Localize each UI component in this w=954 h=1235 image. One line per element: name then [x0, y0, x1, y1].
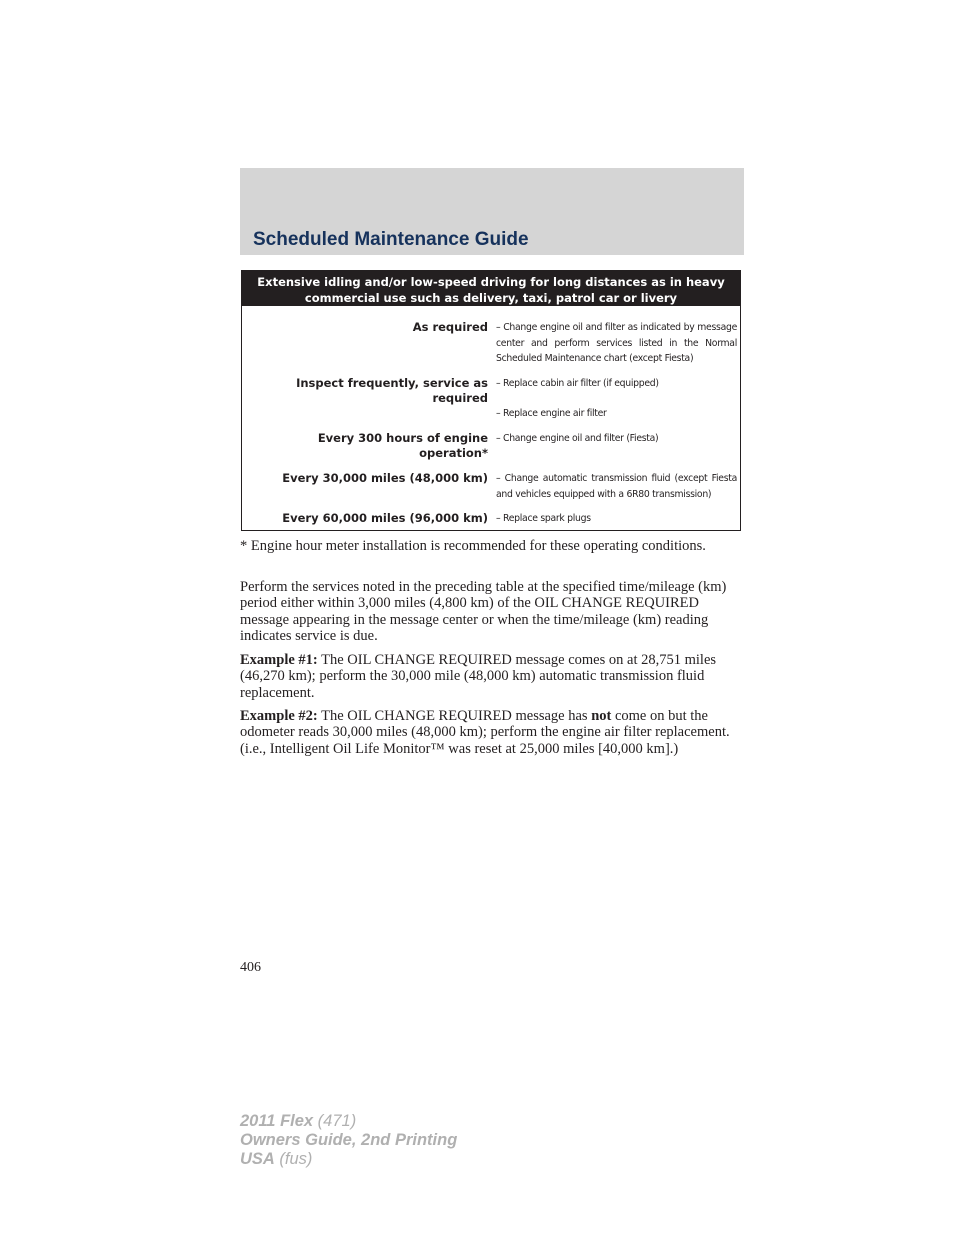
footnote-text: * Engine hour meter installation is recommended for these operating conditions. [240, 538, 706, 554]
table-heading: Extensive idling and/or low-speed driving for long distances as in heavy commercial use such as delivery, taxi, patrol car or livery [242, 271, 740, 306]
footer-model: 2011 Flex [240, 1112, 314, 1130]
example-1-text: The OIL CHANGE REQUIRED message comes on at 28,751 miles (46,270 km); perform the 30,000 mile (48,000 km) automatic transmission fluid replacement. [240, 652, 717, 701]
example-2-text-b: come on but the odometer reads 30,000 miles (48,000 km); perform the engine air filter replacement. (i.e., Intelligent Oil Life Monitor™ was reset at 25,000 miles [40,000 km].) [240, 708, 730, 757]
row-item: – Replace cabin air filter (if equipped) [496, 378, 659, 389]
example-2 [240, 708, 745, 757]
example-1 [240, 652, 745, 701]
row-item: – Replace spark plugs [496, 513, 591, 524]
row-item: – Change engine oil and filter as indicated by message center and perform services listed in the Normal Scheduled Maintenance chart (except Fiesta) [496, 322, 737, 364]
service-paragraph [240, 579, 745, 644]
maintenance-table [241, 270, 741, 531]
example-2-label: Example #2: [240, 708, 318, 724]
section-header-band [240, 168, 744, 255]
footer-market-code: (fus) [274, 1150, 313, 1168]
row-item: – Change automatic transmission fluid (except Fiesta and vehicles equipped with a 6R80 transmission) [496, 473, 737, 500]
row-label: Every 300 hours of engine operation* [317, 431, 488, 460]
footer-edition: Owners Guide, 2nd Printing [240, 1131, 458, 1149]
row-item: – Replace engine air filter [496, 407, 607, 419]
example-2-emphasis: not [591, 708, 612, 724]
row-label: Every 60,000 miles (96,000 km) [282, 511, 488, 525]
row-label: As required [412, 320, 488, 334]
footnote [240, 538, 745, 554]
row-label: Every 30,000 miles (48,000 km) [282, 471, 488, 485]
example-1-label: Example #1: [240, 652, 318, 668]
row-item: – Change engine oil and filter (Fiesta) [496, 433, 659, 444]
page-number: 406 [240, 960, 261, 975]
footer-model-code: (471) [313, 1112, 357, 1130]
print-footer [240, 1112, 457, 1169]
paragraph-text: Perform the services noted in the preceding table at the specified time/mileage (km) period either within 3,000 miles (4,800 km) of the OIL CHANGE REQUIRED message appearing in the message center or when the time/mileage (km) reading indicates service is due. [240, 579, 727, 644]
section-title: Scheduled Maintenance Guide [253, 229, 529, 250]
footer-market: USA [240, 1150, 275, 1168]
example-2-text-a: The OIL CHANGE REQUIRED message has [317, 708, 592, 724]
row-label: Inspect frequently, service as required [296, 376, 488, 405]
